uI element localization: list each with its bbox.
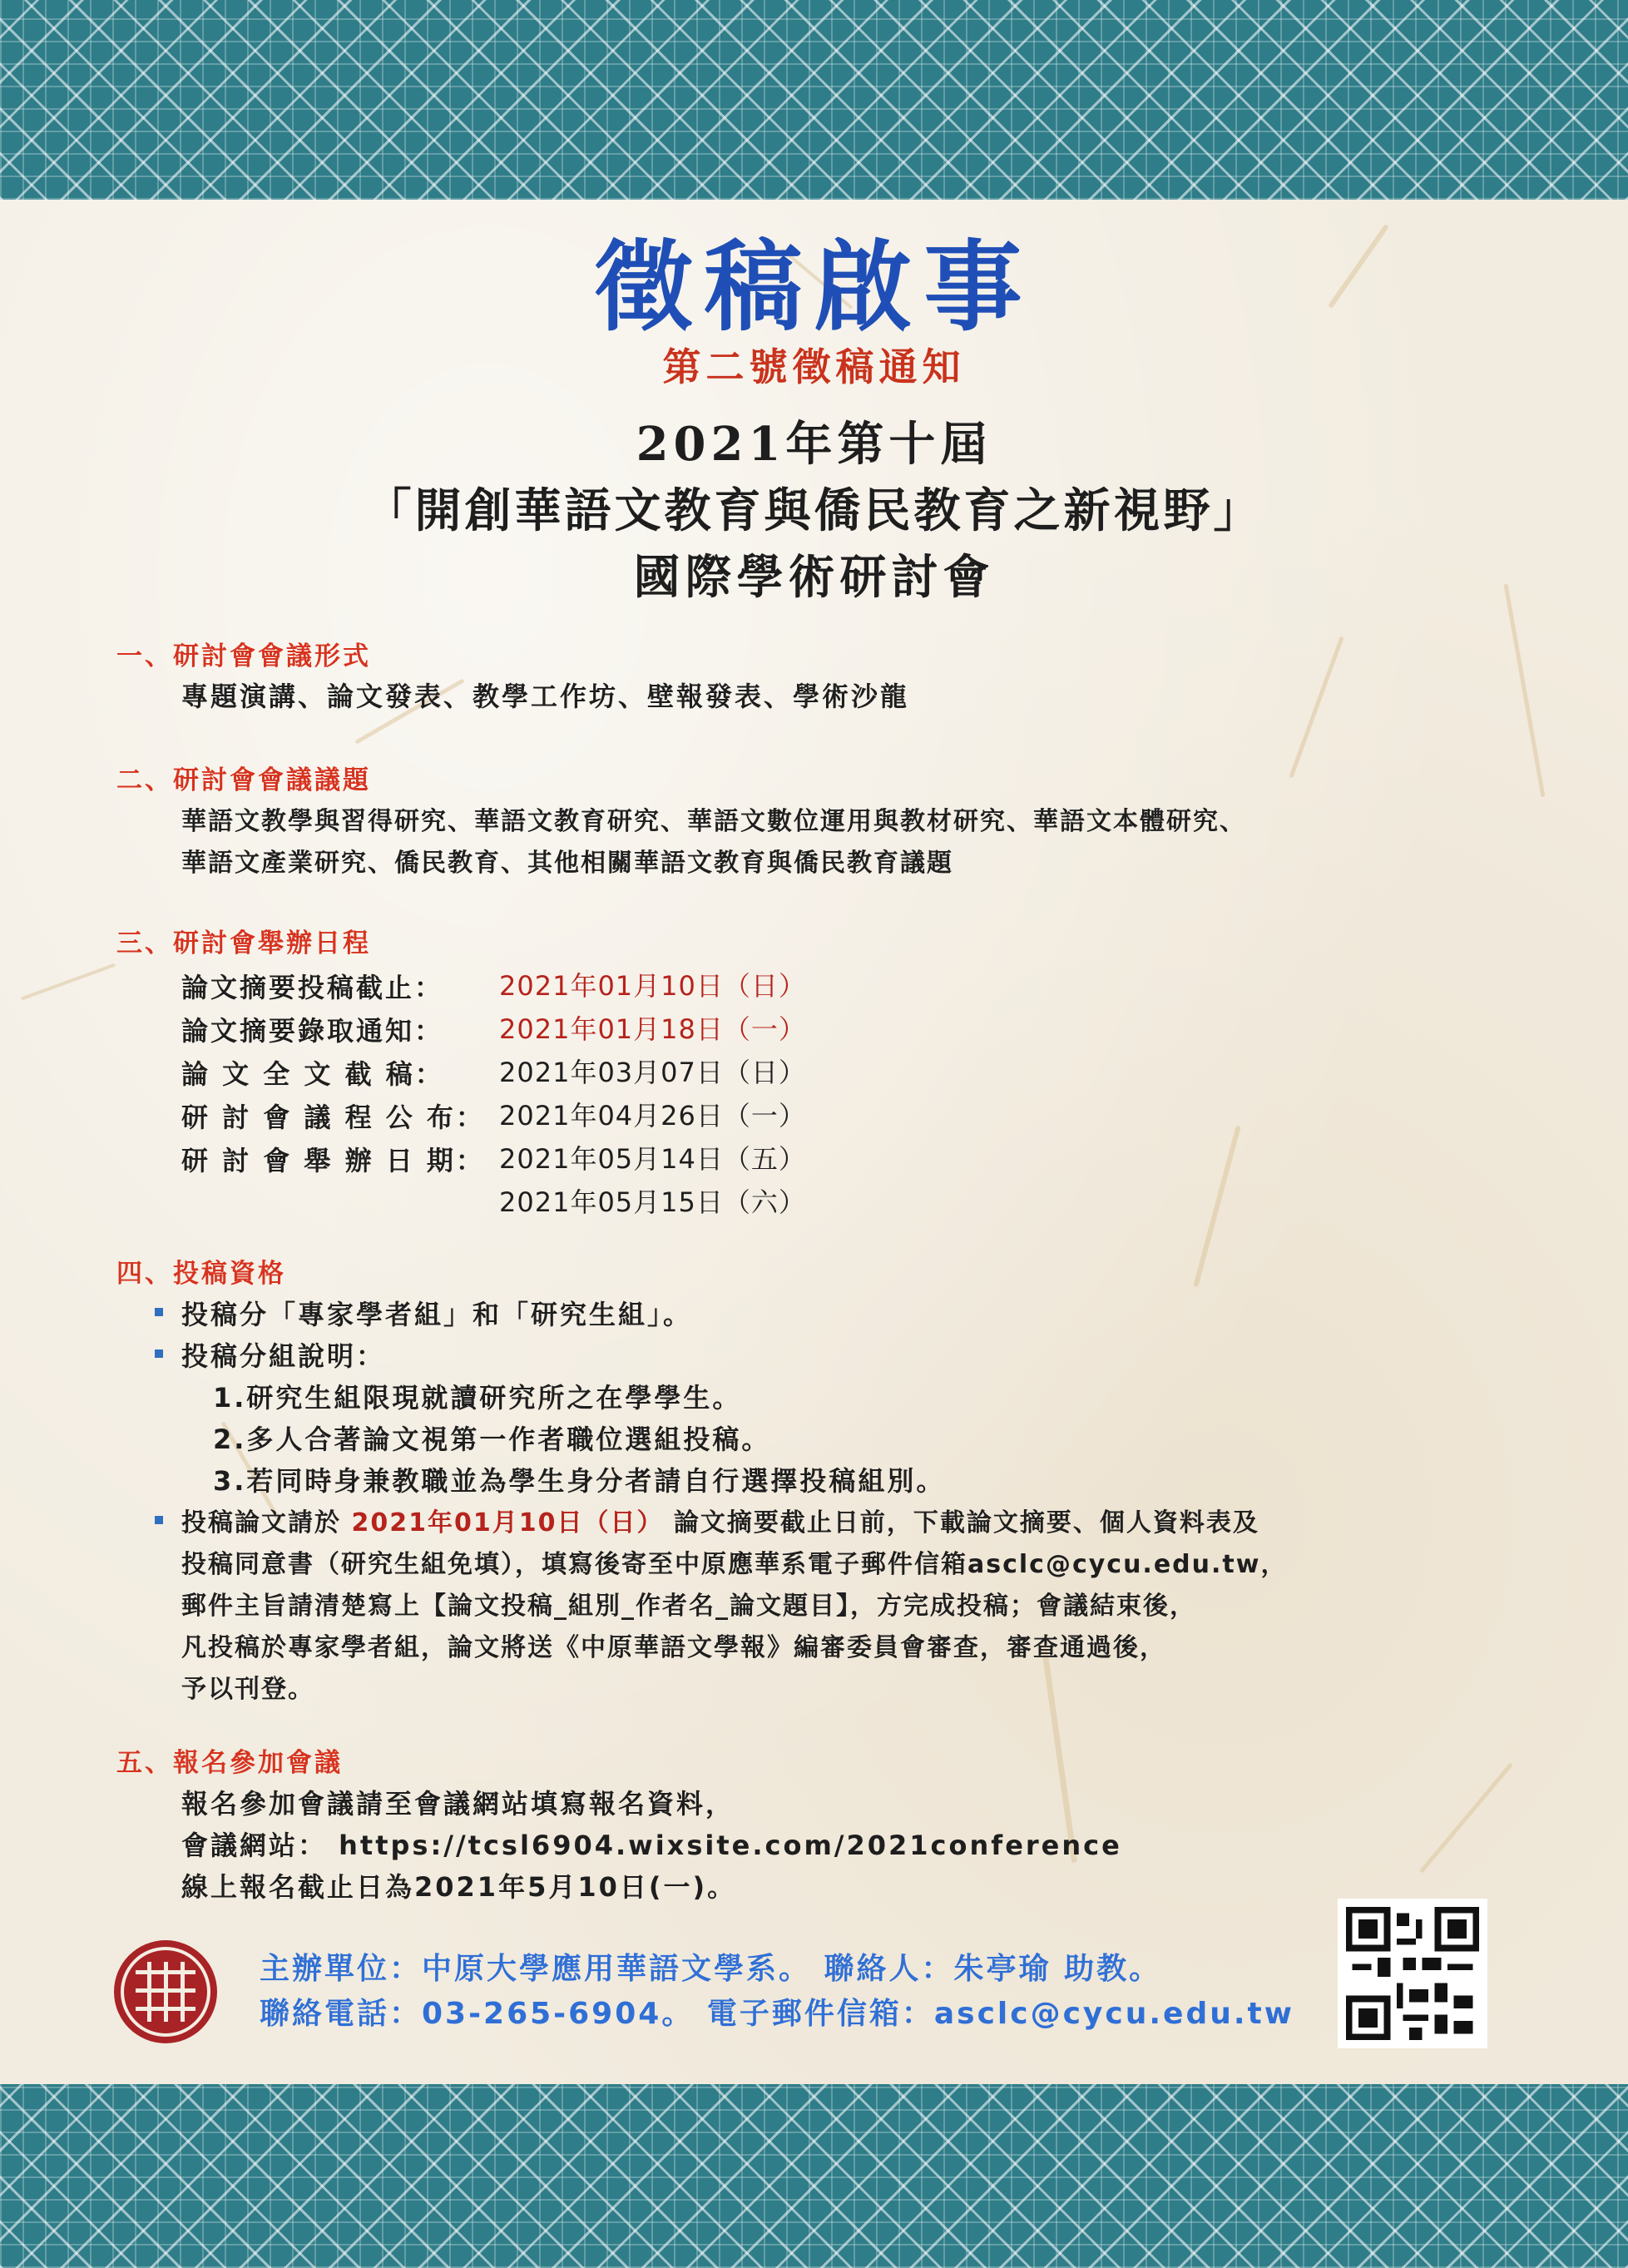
section-format-heading: 一、研討會會議形式 (116, 641, 371, 671)
eligibility-bullet-2: 投稿分組說明： (181, 1340, 386, 1372)
eligibility-paragraph-5: 予以刊登。 (181, 1675, 314, 1704)
eligibility-paragraph-3: 郵件主旨請清楚寫上【論文投稿_組別_作者名_論文題目】，方完成投稿；會議結束後， (181, 1592, 1196, 1621)
section-registration-heading: 五、報名參加會議 (116, 1748, 343, 1778)
eligibility-bullet-3-prefix: 投稿論文請於 (181, 1508, 341, 1538)
bottom-pattern-band (0, 2084, 1628, 2268)
qr-code-icon[interactable] (1338, 1899, 1487, 2048)
eligibility-paragraph-4: 凡投稿於專家學者組，論文將送《中原華語文學報》編審委員會審查，審查通過後， (181, 1633, 1166, 1662)
registration-website[interactable]: 會議網站： https://tcsl6904.wixsite.com/2021conference (181, 1830, 1122, 1861)
schedule-label: 論文摘要錄取通知： (181, 1015, 444, 1047)
eligibility-note-2: 2.多人合著論文視第一作者職位選組投稿。 (213, 1424, 771, 1455)
university-seal-logo (111, 1937, 220, 2047)
section-topics-line1: 華語文教學與習得研究、華語文教育研究、華語文數位運用與教材研究、華語文本體研究、 (181, 807, 1246, 836)
eligibility-paragraph-2: 投稿同意書（研究生組免填），填寫後寄至中原應華系電子郵件信箱asclc@cycu.edu.tw， (181, 1550, 1288, 1579)
schedule-label: 論文摘要投稿截止： (181, 972, 444, 1003)
eligibility-note-1: 1.研究生組限現就讀研究所之在學學生。 (213, 1382, 742, 1414)
eligibility-bullet-3 (181, 1502, 1259, 1538)
schedule-date: 2021年04月26日（一） (499, 1100, 806, 1132)
section-topics-line2: 華語文產業研究、僑民教育、其他相關華語文教育與僑民教育議題 (181, 849, 953, 878)
bullet-marker (155, 1516, 163, 1524)
conference-edition: 2021年第十屆 (636, 417, 992, 472)
section-format-text: 專題演講、論文發表、教學工作坊、壁報發表、學術沙龍 (181, 681, 910, 712)
conference-type: 國際學術研討會 (633, 550, 995, 605)
schedule-date: 2021年05月14日（五） (499, 1143, 806, 1175)
eligibility-bullet-1: 投稿分「專家學者組」和「研究生組」。 (181, 1299, 693, 1330)
section-schedule-heading: 三、研討會舉辦日程 (116, 928, 371, 958)
page-title: 徵稿啟事 (594, 229, 1034, 344)
abstract-deadline-date: 2021年01月10日（日） (351, 1508, 664, 1538)
registration-line-1: 報名參加會議請至會議網站填寫報名資料， (181, 1788, 735, 1820)
eligibility-note-3: 3.若同時身兼教職並為學生身分者請自行選擇投稿組別。 (213, 1465, 946, 1497)
schedule-label: 研 討 會 舉 辦 日 期： (181, 1145, 485, 1176)
registration-deadline: 線上報名截止日為2021年5月10日(一)。 (181, 1871, 737, 1903)
bullet-marker (155, 1308, 163, 1316)
schedule-label: 論 文 全 文 截 稿： (181, 1058, 444, 1090)
section-topics-heading: 二、研討會會議議題 (116, 765, 371, 795)
schedule-date: 2021年05月15日（六） (499, 1186, 806, 1218)
top-pattern-band (0, 0, 1628, 200)
notice-subtitle: 第二號徵稿通知 (662, 344, 966, 389)
schedule-label: 研 討 會 議 程 公 布： (181, 1102, 485, 1133)
schedule-date: 2021年01月18日（一） (499, 1013, 806, 1045)
phone-email-contact: 聯絡電話：03-265-6904。 電子郵件信箱：asclc@cycu.edu.tw (260, 1997, 1295, 2031)
bullet-marker (155, 1349, 163, 1358)
eligibility-bullet-3-suffix: 論文摘要截止日前，下載論文摘要、個人資料表及 (673, 1508, 1259, 1538)
organizer-contact: 主辦單位：中原大學應用華語文學系。 聯絡人：朱亭瑜 助教。 (260, 1952, 1162, 1986)
schedule-date: 2021年01月10日（日） (499, 970, 806, 1002)
section-eligibility-heading: 四、投稿資格 (116, 1259, 286, 1289)
schedule-date: 2021年03月07日（日） (499, 1057, 806, 1088)
conference-theme: 「開創華語文教育與僑民教育之新視野」 (364, 483, 1264, 538)
